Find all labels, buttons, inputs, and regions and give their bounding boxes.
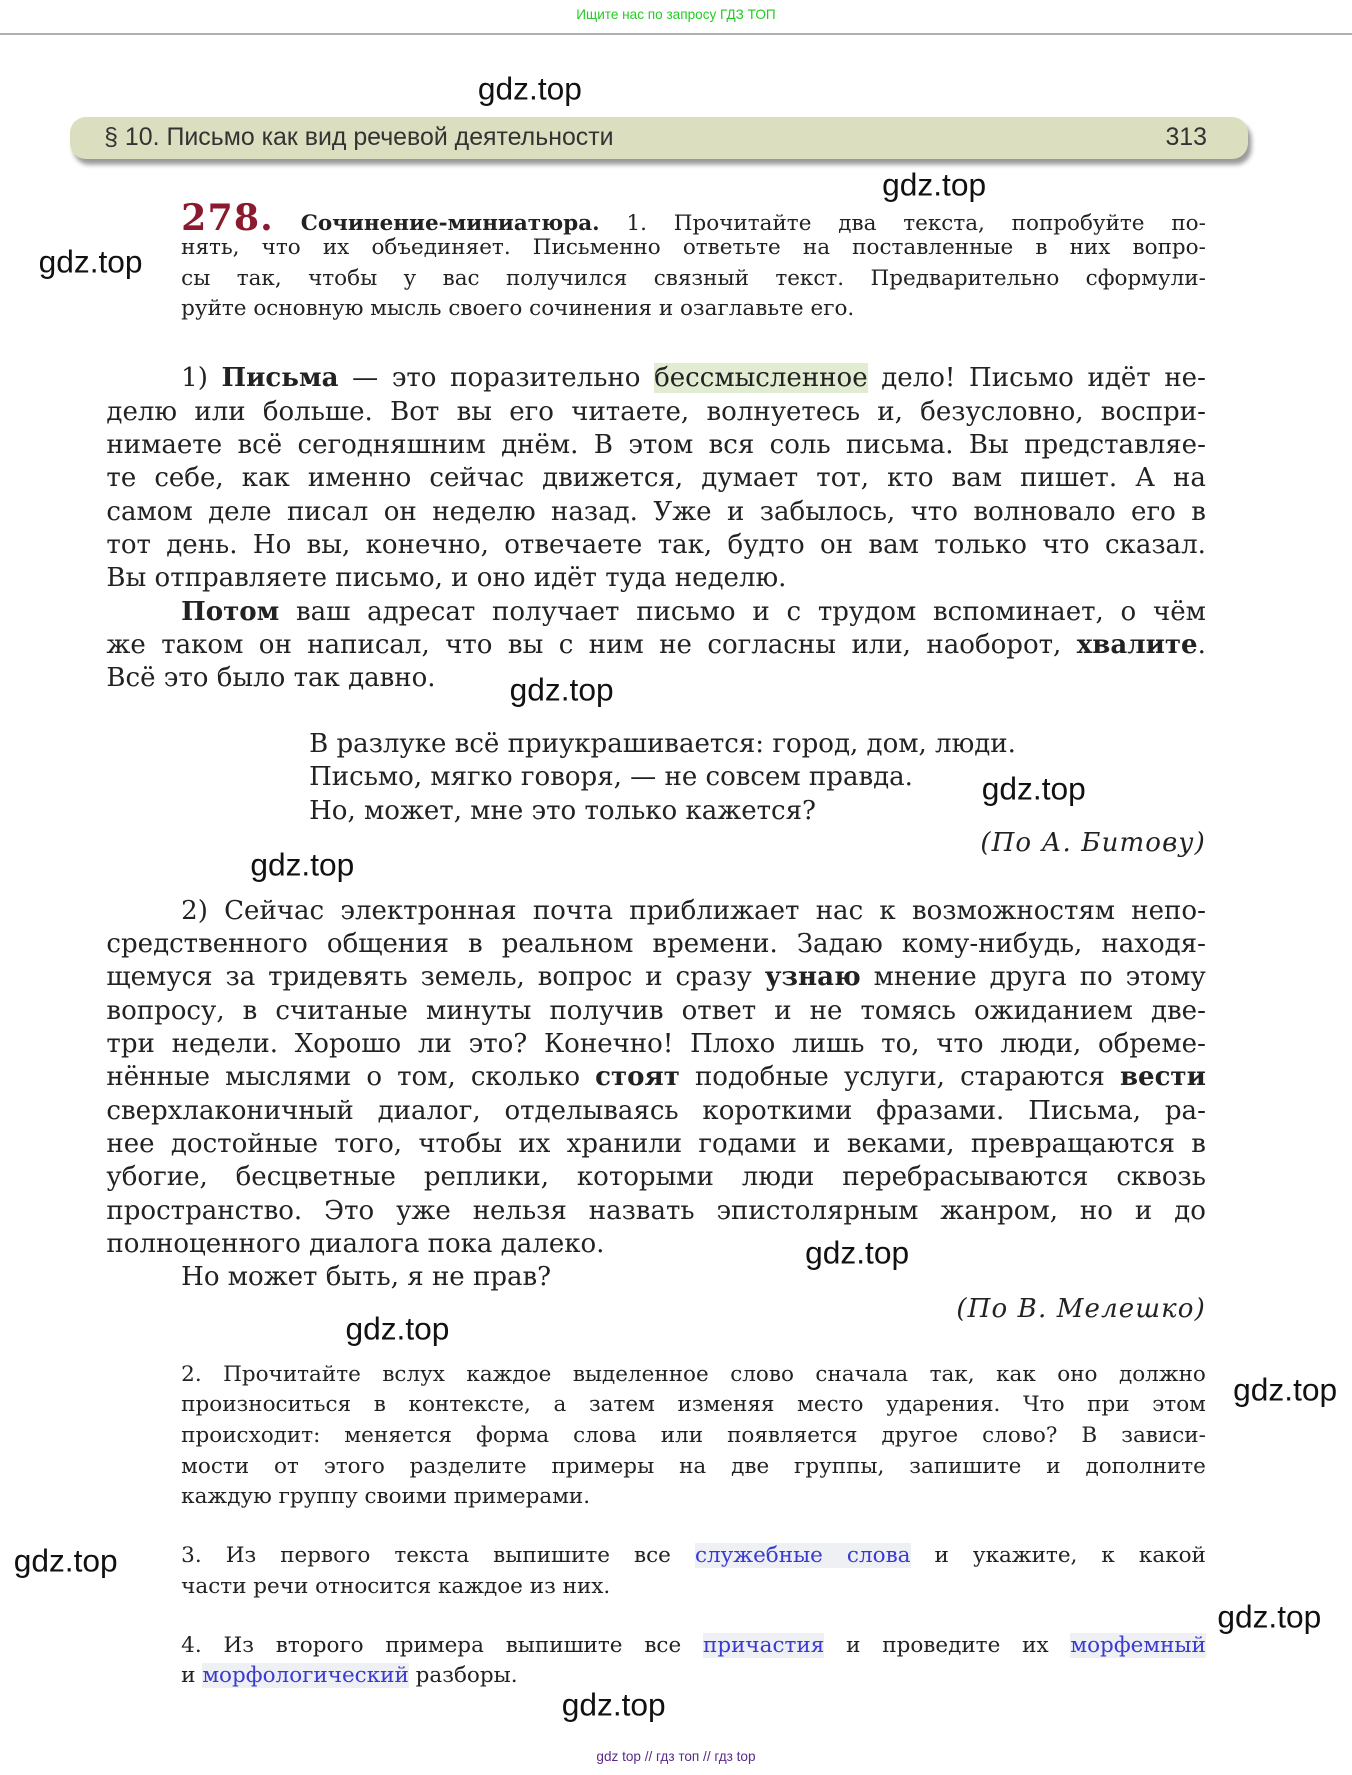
text-segment: — это поразительно	[338, 363, 655, 394]
text-line	[106, 1161, 1205, 1194]
section-header-bar	[70, 117, 1248, 159]
exercise-task-2	[181, 1360, 1206, 1513]
exercise-task-1	[181, 195, 1206, 325]
text-line	[106, 362, 1205, 395]
bold-term: вести	[1119, 1062, 1206, 1093]
text-segment: 3. Из первого текста выпишите все	[181, 1543, 695, 1569]
page-number: 313	[1165, 123, 1208, 152]
text-line	[309, 728, 1016, 761]
text-segment: Всё это было так давно.	[106, 663, 436, 694]
watermark: gdz.top	[561, 1686, 666, 1723]
text-line	[181, 1572, 1206, 1603]
watermark: gdz.top	[981, 770, 1086, 807]
footer-links: gdz top // гдз топ // гдз top	[596, 1749, 756, 1765]
text-segment: Но может быть, я не прав?	[181, 1262, 552, 1293]
text-segment: происходит: меняется форма слова или появляется другое слово? В зависи-	[181, 1423, 1206, 1449]
text-line	[106, 961, 1205, 994]
text-segment: нимаете всё сегодняшним днём. В этом вся соль письма. Вы представляе-	[106, 430, 1206, 461]
text-line	[309, 795, 1016, 828]
exercise-number: 278.	[181, 195, 274, 239]
text-segment: самом деле писал он неделю назад. Уже и забылось, что волновало его в	[106, 496, 1206, 527]
text-segment: те себе, как именно сейчас движется, думает тот, кто вам пишет. А на	[106, 463, 1206, 494]
attribution-bitov: (По А. Битову)	[980, 827, 1206, 858]
text-line	[181, 1360, 1206, 1391]
text-segment: и	[181, 1663, 203, 1689]
text-segment: вопросу, в считаные минуты получив ответ и не томясь ожиданием две-	[106, 995, 1206, 1026]
text-segment: полноценного диалога пока далеко.	[106, 1228, 605, 1259]
text-segment: разборы.	[408, 1663, 518, 1689]
watermark: gdz.top	[1217, 1598, 1322, 1635]
text-line	[181, 1421, 1206, 1452]
text-segment: части речи относится каждое из них.	[181, 1573, 611, 1599]
text-segment: нённые мыслями о том, сколько	[106, 1062, 596, 1093]
text-line	[181, 1452, 1206, 1483]
poem	[309, 728, 1016, 828]
watermark: gdz.top	[345, 1310, 450, 1347]
text-line	[106, 995, 1205, 1028]
text-line	[106, 1061, 1205, 1094]
text-segment: .	[1197, 630, 1206, 661]
text-segment: Вы отправляете письмо, и оно идёт туда неделю.	[106, 563, 787, 594]
text-segment	[274, 211, 301, 236]
text-line	[181, 195, 1206, 239]
text-line	[106, 1095, 1205, 1128]
text-line	[309, 761, 1016, 794]
text-segment: средственного общения в реальном времени. Задаю кому-нибудь, находя-	[106, 928, 1206, 959]
text-line	[106, 1261, 1205, 1294]
text-line	[106, 895, 1205, 928]
text-segment: нее достойные того, чтобы их хранили годами и веками, превращаются в	[106, 1128, 1206, 1159]
text-line	[106, 662, 1205, 695]
text-line	[181, 1661, 1206, 1692]
text-segment: подобные услуги, стараются	[679, 1062, 1120, 1093]
text-segment: руйте основную мысль своего сочинения и озаглавьте его.	[181, 296, 855, 322]
text-line	[106, 396, 1205, 429]
term-link[interactable]: служебные слова	[694, 1543, 911, 1569]
text-segment: Письмо, мягко говоря, — не совсем правда.	[309, 762, 913, 793]
top-promo-note: Ищите нас по запросу ГДЗ ТОП	[576, 6, 776, 22]
text-segment: убогие, бесцветные реплики, которыми люди перебрасываются сквозь	[106, 1162, 1206, 1193]
text-segment: же таком он написал, что вы с ним не согласны или, наоборот,	[106, 630, 1077, 661]
text-segment: мнение друга по этому	[860, 962, 1206, 993]
term-link[interactable]: причастия	[703, 1632, 825, 1658]
attribution-meleshko: (По В. Мелешко)	[956, 1294, 1206, 1325]
term-link[interactable]: морфологический	[202, 1663, 409, 1689]
watermark: gdz.top	[882, 166, 987, 203]
text-segment: пространство. Это уже нельзя назвать эпистолярным жанром, но и до	[106, 1195, 1206, 1226]
watermark: gdz.top	[477, 70, 582, 107]
highlighted-term: бессмысленное	[654, 363, 868, 394]
text-2	[106, 895, 1205, 1295]
section-title: § 10. Письмо как вид речевой деятельности	[104, 123, 614, 152]
text-segment: и укажите, к какой	[910, 1543, 1206, 1569]
text-segment: 2. Прочитайте вслух каждое выделенное слово сначала так, как оно должно	[181, 1361, 1206, 1387]
text-1	[106, 362, 1205, 695]
text-segment: 4. Из второго примера выпишите все	[181, 1632, 703, 1658]
text-segment: мости от этого разделите примеры на две группы, запишите и дополните	[181, 1453, 1206, 1479]
text-line	[106, 629, 1205, 662]
watermark: gdz.top	[38, 243, 143, 280]
text-segment: делю или больше. Вот вы его читаете, волнуетесь и, безусловно, воспри-	[106, 396, 1206, 427]
text-line	[106, 1228, 1205, 1261]
text-line	[106, 1028, 1205, 1061]
text-segment: сы так, чтобы у вас получился связный текст. Предварительно сформули-	[181, 265, 1206, 291]
text-segment: сверхлаконичный диалог, отделываясь короткими фразами. Письма, ра-	[106, 1095, 1206, 1126]
text-line	[181, 1482, 1206, 1513]
watermark: gdz.top	[805, 1234, 910, 1271]
text-segment: 2) Сейчас электронная почта приближает нас к возможностям непо-	[181, 895, 1206, 926]
bold-term: хвалите	[1076, 630, 1198, 661]
text-segment: Но, может, мне это только кажется?	[309, 795, 816, 826]
exercise-task-3	[181, 1541, 1206, 1602]
watermark: gdz.top	[509, 671, 614, 708]
bold-term: Потом	[181, 596, 280, 627]
text-line	[181, 1541, 1206, 1572]
exercise-task-4	[181, 1631, 1206, 1692]
text-segment: В разлуке всё приукрашивается: город, дом, люди.	[309, 729, 1016, 760]
text-line	[181, 294, 1206, 325]
text-segment: три недели. Хорошо ли это? Конечно! Плохо лишь то, что люди, обреме-	[106, 1028, 1206, 1059]
text-line	[106, 529, 1205, 562]
watermark: gdz.top	[250, 846, 355, 883]
text-segment: нять, что их объединяет. Письменно ответьте на поставленные в них вопро-	[181, 235, 1206, 261]
text-line	[106, 1195, 1205, 1228]
text-line	[106, 1128, 1205, 1161]
text-line	[106, 562, 1205, 595]
text-line	[106, 429, 1205, 462]
text-segment: каждую группу своими примерами.	[181, 1484, 591, 1510]
text-line	[106, 496, 1205, 529]
text-line	[106, 928, 1205, 961]
text-line	[106, 462, 1205, 495]
bold-term: узнаю	[764, 962, 861, 993]
watermark: gdz.top	[13, 1542, 118, 1579]
text-segment: щемуся за тридевять земель, вопрос и сразу	[106, 962, 765, 993]
watermark: gdz.top	[1233, 1371, 1338, 1408]
text-segment: и проведите их	[824, 1632, 1071, 1658]
text-segment: 1)	[181, 363, 222, 394]
text-segment: дело! Письмо идёт не-	[867, 363, 1206, 394]
bold-term: стоят	[595, 1062, 680, 1093]
text-segment: тот день. Но вы, конечно, отвечаете так, будто он вам только что сказал.	[106, 530, 1206, 561]
text-line	[181, 1631, 1206, 1662]
divider	[0, 33, 1352, 35]
text-line	[181, 1390, 1206, 1421]
text-line	[181, 233, 1206, 264]
text-segment: ваш адресат получает письмо и с трудом вспоминает, о чём	[279, 596, 1206, 627]
text-segment: 1. Прочитайте два текста, попробуйте по-	[599, 210, 1206, 236]
text-segment: произноситься в контексте, а затем изменяя место ударения. Что при этом	[181, 1392, 1206, 1418]
bold-term: Сочинение-миниатюра.	[300, 210, 600, 236]
text-line	[181, 264, 1206, 295]
text-line	[106, 596, 1205, 629]
bold-term: Письма	[221, 363, 339, 394]
term-link[interactable]: морфемный	[1070, 1632, 1206, 1658]
